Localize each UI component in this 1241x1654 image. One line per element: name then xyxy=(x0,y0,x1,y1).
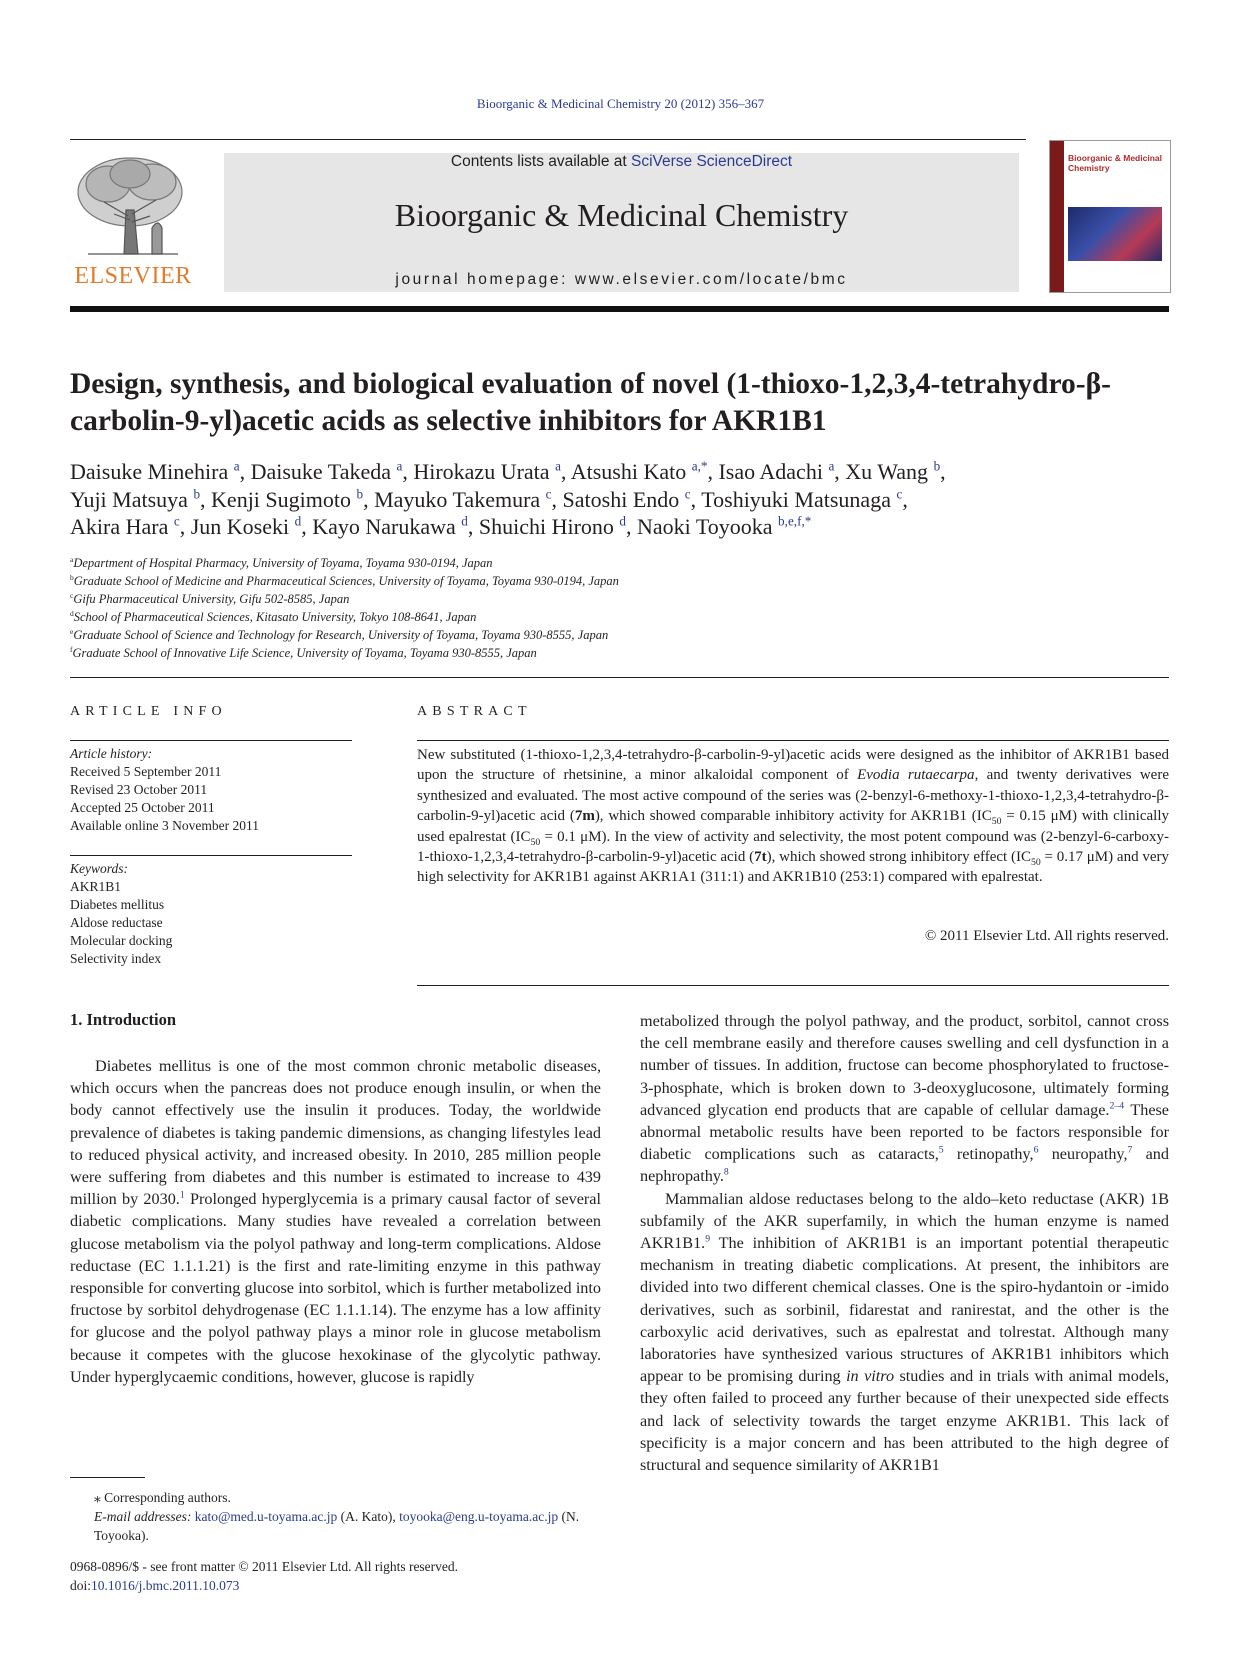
affiliation-label: f xyxy=(70,644,73,654)
author-list xyxy=(70,458,1170,541)
italic-term: in vitro xyxy=(846,1367,895,1386)
author-name: Mayuko Takemura xyxy=(374,486,541,512)
paragraph-text: Prolonged hyperglycemia is a primary causal factor of several diabetic complications. Many studies have revealed a correlation between glucose metabolism via the polyol pathway and long-term complications. Aldose reductase (EC 1.1.1.21) is the first and rate-limiting enzyme in this pathway responsible for converting glucose into sorbitol, which is further metabolized into fructose by sorbitol dehydrogenase (EC 1.1.1.14). The enzyme has a low affinity for glucose and the polyol pathway plays a minor role in glucose metabolism because it competes with the glucose hexokinase of the glycolytic pathway. Under hyperglycaemic conditions, however, glucose is rapidly xyxy=(70,1190,601,1386)
email-link-toyooka[interactable]: toyooka@eng.u-toyama.ac.jp xyxy=(399,1509,559,1524)
affiliation-item xyxy=(70,590,1170,608)
info-rule xyxy=(70,855,352,856)
email-owner: (N. Toyooka). xyxy=(94,1509,580,1543)
reference-link[interactable]: 9 xyxy=(705,1233,711,1245)
affiliation-item xyxy=(70,644,1170,662)
cover-image xyxy=(1068,207,1162,261)
keyword-item: AKR1B1 xyxy=(70,879,122,894)
journal-cover-thumbnail[interactable] xyxy=(1049,140,1171,293)
author-separator: , xyxy=(402,459,414,484)
article-title: Design, synthesis, and biological evaluation of novel (1-thioxo-1,2,3,4-tetrahydro-β-carbolin-9-yl)acetic acids as selective inhibitors for AKR1B1 xyxy=(70,368,1111,437)
doi-prefix: doi: xyxy=(70,1578,92,1593)
contents-prefix: Contents lists available at xyxy=(450,153,631,170)
history-item: Accepted 25 October 2011 xyxy=(70,800,215,815)
affiliation-text: Graduate School of Science and Technology for Research, University of Toyama, Toyama 930-8555, Japan xyxy=(73,628,609,642)
keywords-label: Keywords: xyxy=(70,861,128,876)
paragraph-text: Mammalian aldose reductases belong to the aldo–keto reductase (AKR) 1B subfamily of the AKR superfamily, in which the human enzyme is named AKR1B1. xyxy=(640,1189,1169,1253)
affiliation-text: Graduate School of Medicine and Pharmaceutical Sciences, University of Toyama, Toyama 930-0194, Japan xyxy=(73,574,619,588)
author-separator: , xyxy=(363,486,375,512)
paragraph-text: neuropathy, xyxy=(1038,1145,1128,1164)
author-name: Daisuke Minehira xyxy=(70,459,229,484)
keyword-item: Molecular docking xyxy=(70,933,173,948)
history-item: Received 5 September 2011 xyxy=(70,764,222,779)
affiliation-label: d xyxy=(70,608,74,618)
abstract-heading: ABSTRACT xyxy=(417,704,532,719)
header-thick-rule xyxy=(70,306,1169,312)
author-name: Daisuke Takeda xyxy=(250,459,391,484)
author-name: Kayo Narukawa xyxy=(312,514,456,539)
author-name: Toshiyuki Matsunaga xyxy=(701,486,891,512)
copyright-notice: © 2011 Elsevier Ltd. All rights reserved. xyxy=(924,928,1169,944)
cover-spine xyxy=(1050,141,1064,292)
reference-link[interactable]: 5 xyxy=(938,1144,944,1156)
author-affiliation-marker[interactable]: a,* xyxy=(691,458,708,474)
reference-link[interactable]: 6 xyxy=(1033,1144,1039,1156)
author-affiliation-marker[interactable]: b xyxy=(193,486,201,502)
author-affiliation-marker[interactable]: b xyxy=(933,458,941,474)
abstract-text-segment: New substituted (1-thioxo-1,2,3,4-tetrahydro-β-carbolin-9-yl)acetic acids were designed as the inhibitor of AKR1B1 based upon the structure of rhetsinine, a minor alkaloidal component of xyxy=(417,747,1169,784)
author-separator: , xyxy=(690,486,702,512)
author-separator: , xyxy=(834,459,846,484)
subscript: 50 xyxy=(530,836,541,848)
abstract-text-segment: = 0.1 μM). In the view of activity and selectivity, the most potent compound was (2-benzyl-6-carboxy-1-thioxo-1,2,3,4-tetrahydro-β-carbolin-9-yl)acetic acid ( xyxy=(417,828,1169,866)
author-separator: , xyxy=(200,486,212,512)
paragraph xyxy=(70,1055,601,1388)
affiliation-label: a xyxy=(70,554,74,564)
affiliation-text: School of Pharmaceutical Sciences, Kitasato University, Tokyo 108-8641, Japan xyxy=(73,610,477,624)
elsevier-logo[interactable] xyxy=(68,150,198,290)
author-separator: , xyxy=(560,459,571,484)
author-affiliation-marker[interactable]: a xyxy=(233,458,240,474)
footnote xyxy=(70,1488,601,1545)
author-separator: , xyxy=(467,514,479,539)
history-item: Revised 23 October 2011 xyxy=(70,782,208,797)
affiliation-label: e xyxy=(70,626,74,636)
article-history xyxy=(70,745,352,835)
affiliation-item xyxy=(70,572,1170,590)
author-affiliation-marker[interactable]: c xyxy=(545,486,552,502)
author-affiliation-marker[interactable]: d xyxy=(461,513,468,529)
author-name: Xu Wang xyxy=(845,459,929,484)
article-info-heading: ARTICLE INFO xyxy=(70,704,227,719)
footnote-rule xyxy=(70,1477,145,1478)
abstract-text-segment: = 0.15 μM) with clinically used epalrestat (IC xyxy=(417,808,1169,845)
paragraph-text: These abnormal metabolic results have been reported to be factors responsible for diabetic complications such as cataracts, xyxy=(640,1100,1169,1164)
abstract-rule xyxy=(417,985,1169,986)
section-heading-introduction: 1. Introduction xyxy=(70,1010,177,1029)
author-affiliation-marker[interactable]: c xyxy=(684,486,691,502)
author-affiliation-marker[interactable]: a xyxy=(555,458,561,474)
contents-line xyxy=(224,153,1019,171)
email-owner: (A. Kato), xyxy=(337,1509,400,1524)
author-name: Hirokazu Urata xyxy=(413,459,550,484)
author-affiliation-marker[interactable]: d xyxy=(619,513,626,529)
species-name: Evodia rutaecarpa xyxy=(857,767,975,784)
author-name: Jun Koseki xyxy=(190,514,290,539)
elsevier-tree-icon xyxy=(68,150,198,262)
affiliation-item xyxy=(70,608,1170,626)
author-name: Satoshi Endo xyxy=(562,486,680,512)
reference-link[interactable]: 7 xyxy=(1127,1144,1133,1156)
email-label: E-mail addresses: xyxy=(94,1509,195,1524)
paragraph xyxy=(640,1010,1169,1188)
author-separator: , xyxy=(301,514,313,539)
affiliation-text: Graduate School of Innovative Life Science, University of Toyama, Toyama 930-8555, Japan xyxy=(72,646,537,660)
journal-homepage-link[interactable]: journal homepage: www.elsevier.com/locate/bmc xyxy=(395,271,848,288)
abstract-text-segment: = 0.17 μM) and very high selectivity for AKR1B1 against AKR1A1 (311:1) and AKR1B10 (253:1) compared with epalrestat. xyxy=(417,849,1169,886)
author-separator: , xyxy=(551,486,563,512)
author-separator: , xyxy=(179,514,191,539)
author-affiliation-marker[interactable]: a xyxy=(828,458,835,474)
history-item: Available online 3 November 2011 xyxy=(70,818,259,833)
info-rule xyxy=(70,740,352,741)
journal-citation[interactable]: Bioorganic & Medicinal Chemistry 20 (2012) 356–367 xyxy=(476,96,765,111)
subscript: 50 xyxy=(1031,857,1041,869)
author-separator: , xyxy=(239,459,251,484)
author-name: Yuji Matsuya xyxy=(70,486,188,512)
author-separator: , xyxy=(940,459,946,484)
keyword-item: Aldose reductase xyxy=(70,915,163,930)
doi-link[interactable]: 10.1016/j.bmc.2011.10.073 xyxy=(91,1578,240,1593)
author-affiliation-marker[interactable]: c xyxy=(173,513,180,529)
affiliation-text: Department of Hospital Pharmacy, University of Toyama, Toyama 930-0194, Japan xyxy=(73,556,493,570)
section-rule xyxy=(70,677,1169,678)
author-affiliation-marker[interactable]: d xyxy=(294,513,302,529)
issn-line: 0968-0896/$ - see front matter © 2011 Elsevier Ltd. All rights reserved. xyxy=(70,1559,459,1574)
body-column-right xyxy=(640,1010,1169,1476)
keyword-list xyxy=(70,860,352,968)
compound-label: 7m xyxy=(574,808,595,825)
author-separator: , xyxy=(902,486,908,512)
author-separator: , xyxy=(707,459,719,484)
paragraph-text: and nephropathy. xyxy=(640,1145,1169,1186)
subscript: 50 xyxy=(991,816,1002,828)
author-name: Atsushi Kato xyxy=(570,459,687,484)
paragraph-text: studies and in trials with animal models, they often failed to proceed any further because of their unexpected side effects and lack of selectivity towards the target enzyme AKR1B1. This lack of specificity is a major concern and has been attributed to the high degree of structural and sequence similarity of AKR1B1 xyxy=(640,1367,1169,1475)
paragraph-text: metabolized through the polyol pathway, and the product, sorbitol, cannot cross the cell membrane easily and therefore causes swelling and cell dysfunction in a number of tissues. In addition, fructose can become phosphorylated to fructose-3-phosphate, which is broken down to 3-deoxyglucosone, ultimately forming advanced glycation end products that are capable of cellular damage. xyxy=(640,1012,1169,1119)
reference-link[interactable]: 1 xyxy=(179,1189,185,1201)
author-affiliation-marker[interactable]: a xyxy=(396,458,403,474)
corresponding-note: ⁎ Corresponding authors. xyxy=(94,1490,231,1505)
author-name: Naoki Toyooka xyxy=(637,514,773,539)
paragraph xyxy=(640,1188,1169,1477)
author-separator: , xyxy=(626,514,637,539)
abstract-text xyxy=(417,745,1169,888)
author-name: Kenji Sugimoto xyxy=(211,486,351,512)
affiliation-label: b xyxy=(70,572,74,582)
affiliation-text: Gifu Pharmaceutical University, Gifu 502-8585, Japan xyxy=(73,592,350,606)
abstract-text-segment: , and twenty derivatives were synthesized and evaluated. The most active compound of the series was (2-benzyl-6-methoxy-1-thioxo-1,2,3,4-tetrahydro-β-carbolin-9-yl)acetic acid ( xyxy=(417,767,1169,825)
sciencedirect-link[interactable]: SciVerse ScienceDirect xyxy=(630,153,793,170)
email-link-kato[interactable]: kato@med.u-toyama.ac.jp xyxy=(194,1509,338,1524)
affiliation-item xyxy=(70,626,1170,644)
body-column-left xyxy=(70,1055,601,1388)
affiliation-label: c xyxy=(70,590,74,600)
publication-info xyxy=(70,1557,601,1595)
author-affiliation-marker[interactable]: b,e,f,* xyxy=(778,513,812,529)
abstract-text-segment: ), which showed strong inhibitory effect (IC xyxy=(766,849,1031,866)
abstract-text-segment: ), which showed comparable inhibitory activity for AKR1B1 (IC xyxy=(594,808,992,825)
history-label: Article history: xyxy=(70,746,153,761)
author-affiliation-marker[interactable]: c xyxy=(896,486,903,502)
author-name: Isao Adachi xyxy=(718,459,823,484)
paragraph-text: The inhibition of AKR1B1 is an important potential therapeutic mechanism in treating diabetic complications. At present, the inhibitors are divided into two different chemical classes. One is the spiro-hydantoin or -imido derivatives, such as sorbinil, fidarestat and ranirestat, and the other is the carboxylic acid derivatives, such as epalrestat and tolrestat. Although many laboratories have synthesized various structures of AKR1B1 inhibitors which appear to be promising during xyxy=(640,1234,1169,1386)
affiliation-list xyxy=(70,554,1170,662)
journal-name: Bioorganic & Medicinal Chemistry xyxy=(394,197,849,233)
header-rule xyxy=(70,139,1026,140)
compound-label: 7t xyxy=(754,849,767,866)
paragraph-text: Diabetes mellitus is one of the most common chronic metabolic diseases, which occurs when the pancreas does not produce enough insulin, or when the body cannot effectively use the insulin it produces. Today, the worldwide prevalence of diabetes is taking pandemic dimensions, as changing lifestyles lead to reduced physical activity, and increased obesity. In 2010, 285 million people were suffering from diabetes and this number is estimated to increase to 439 million by 2030. xyxy=(70,1057,601,1209)
elsevier-wordmark: ELSEVIER xyxy=(74,263,192,289)
keyword-item: Diabetes mellitus xyxy=(70,897,165,912)
author-name: Akira Hara xyxy=(70,514,169,539)
doi-line xyxy=(70,1576,601,1595)
abstract-rule xyxy=(417,740,1169,741)
author-affiliation-marker[interactable]: b xyxy=(356,486,364,502)
affiliation-item xyxy=(70,554,1170,572)
author-name: Shuichi Hirono xyxy=(478,514,614,539)
reference-link[interactable]: 8 xyxy=(723,1167,729,1179)
paragraph-text: retinopathy, xyxy=(943,1145,1034,1164)
email-line xyxy=(70,1507,601,1545)
reference-link[interactable]: 2–4 xyxy=(1109,1100,1125,1112)
cover-title: Bioorganic & Medicinal Chemistry xyxy=(1068,153,1162,173)
keyword-item: Selectivity index xyxy=(70,951,162,966)
